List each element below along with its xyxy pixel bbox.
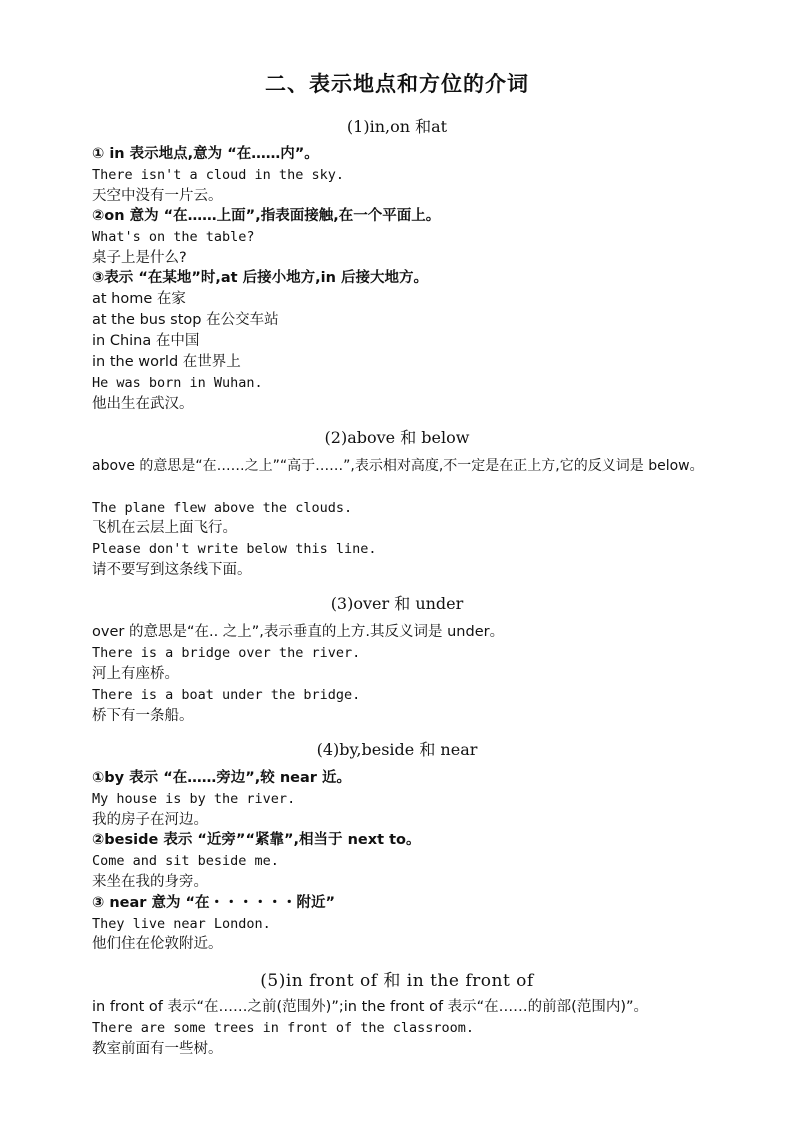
example-english: There is a bridge over the river. — [92, 645, 361, 661]
phrase-example: in China 在中国 — [92, 333, 200, 349]
rule-text: ①by 表示 “在……旁边”,较 near 近。 — [92, 770, 351, 786]
phrase-example: at home 在家 — [92, 291, 186, 307]
example-chinese: 请不要写到这条线下面。 — [92, 562, 252, 578]
explanation-paragraph: in front of 表示“在……之前(范围外)”;in the front of 表示“在……的前部(范围内)”。 — [92, 999, 648, 1015]
explanation-paragraph: above 的意思是“在……之上”“高于……”,表示相对高度,不一定是在正上方,它的反义词是 below。 — [92, 458, 704, 474]
example-english: The plane flew above the clouds. — [92, 500, 353, 516]
rule-text: ① in 表示地点,意为 “在……内”。 — [92, 146, 319, 162]
rule-text: ②beside 表示 “近旁”“紧靠”,相当于 next to。 — [92, 832, 421, 848]
example-english: What's on the table? — [92, 229, 255, 245]
example-english: He was born in Wuhan. — [92, 375, 263, 391]
example-chinese: 他们住在伦敦附近。 — [92, 936, 223, 952]
rule-text: ③ near 意为 “在・・・・・・附近” — [92, 895, 336, 911]
section-heading-in-front-of: (5)in front of 和 in the front of — [260, 971, 534, 991]
example-english: Please don't write below this line. — [92, 541, 377, 557]
section-heading-in-on-at: (1)in,on 和at — [346, 117, 448, 136]
example-chinese: 桥下有一条船。 — [92, 708, 194, 724]
explanation-paragraph: over 的意思是“在.. 之上”,表示垂直的上方.其反义词是 under。 — [92, 624, 505, 640]
phrase-example: at the bus stop 在公交车站 — [92, 312, 279, 328]
example-chinese: 天空中没有一片云。 — [92, 188, 223, 204]
phrase-example: in the world 在世界上 — [92, 354, 241, 370]
section-heading-over-under: (3)over 和 under — [330, 594, 464, 613]
rule-text: ③表示 “在某地”时,at 后接小地方,in 后接大地方。 — [92, 270, 429, 286]
rule-text: ②on 意为 “在……上面”,指表面接触,在一个平面上。 — [92, 208, 441, 224]
example-english: There are some trees in front of the classroom. — [92, 1020, 475, 1036]
section-heading-by-beside-near: (4)by,beside 和 near — [316, 740, 478, 759]
example-english: My house is by the river. — [92, 791, 296, 807]
example-chinese: 他出生在武汉。 — [92, 396, 194, 412]
section-heading-above-below: (2)above 和 below — [324, 428, 470, 447]
example-chinese: 来坐在我的身旁。 — [92, 874, 208, 890]
example-chinese: 河上有座桥。 — [92, 666, 179, 682]
example-english: They live near London. — [92, 916, 271, 932]
example-chinese: 桌子上是什么? — [92, 250, 187, 266]
example-english: There isn't a cloud in the sky. — [92, 167, 344, 183]
example-english: Come and sit beside me. — [92, 853, 279, 869]
example-chinese: 我的房子在河边。 — [92, 812, 208, 828]
example-chinese: 飞机在云层上面飞行。 — [92, 520, 237, 536]
example-english: There is a boat under the bridge. — [92, 687, 361, 703]
page-title: 二、表示地点和方位的介词 — [265, 71, 529, 96]
example-chinese: 教室前面有一些树。 — [92, 1041, 223, 1057]
